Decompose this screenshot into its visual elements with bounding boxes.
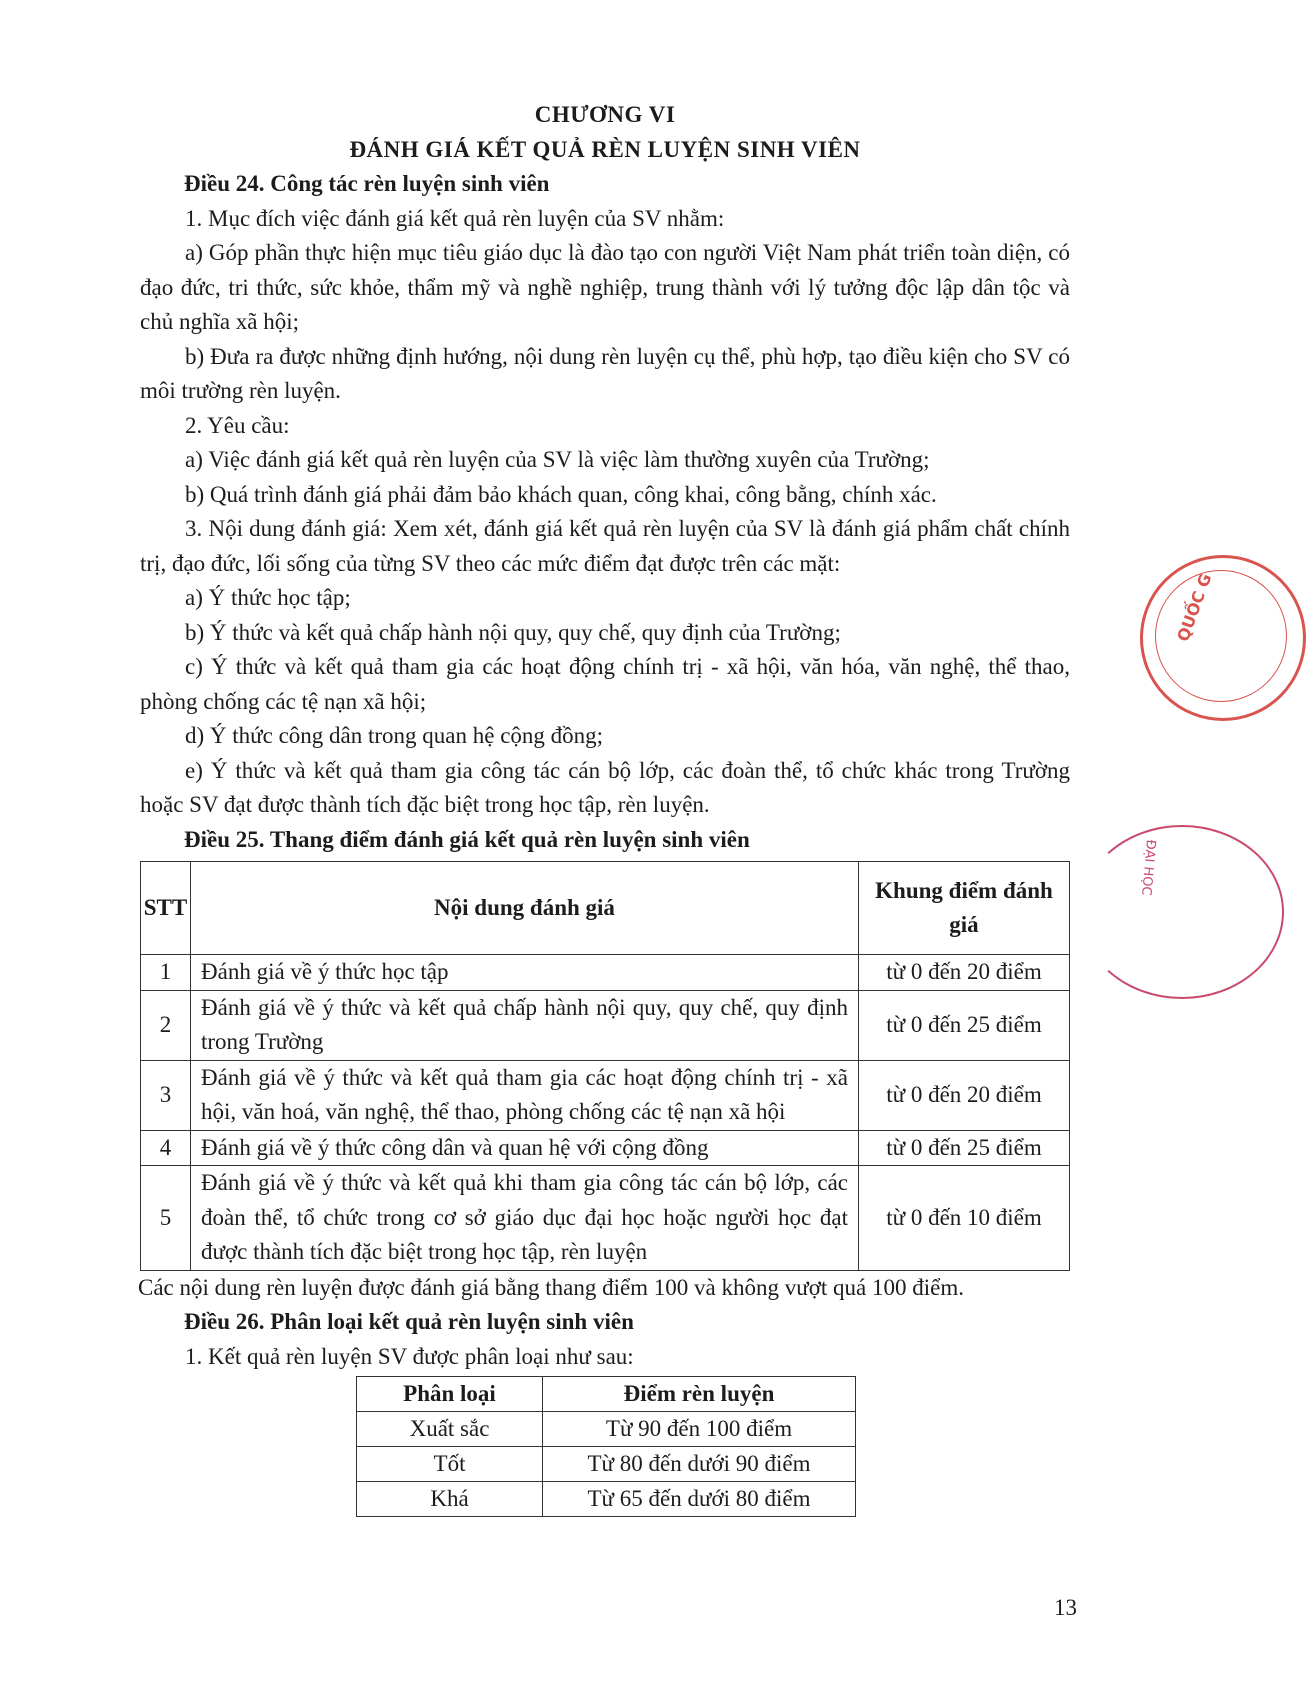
article-26-heading: Điều 26. Phân loại kết quả rèn luyện sinh viên xyxy=(184,1309,634,1334)
signature-seal-text: ĐẠI HỌC xyxy=(1138,838,1158,897)
table-row xyxy=(357,1447,856,1482)
header-score: Khung điểm đánh giá xyxy=(859,862,1070,955)
article-24-item-2b: b) Quá trình đánh giá phải đảm bảo khách quan, công khai, công bằng, chính xác. xyxy=(185,481,937,507)
row-stt: 3 xyxy=(141,1060,191,1130)
row-stt: 5 xyxy=(141,1166,191,1271)
scoring-note: Các nội dung rèn luyện được đánh giá bằng thang điểm 100 và không vượt quá 100 điểm. xyxy=(138,1274,964,1300)
row-points: Từ 90 đến 100 điểm xyxy=(543,1412,856,1447)
article-24-item-3a: a) Ý thức học tập; xyxy=(185,585,351,610)
row-score: từ 0 đến 20 điểm xyxy=(859,1060,1070,1130)
article-24-item-1: 1. Mục đích việc đánh giá kết quả rèn luyện của SV nhằm: xyxy=(185,205,725,231)
table-row xyxy=(357,1482,856,1517)
header-stt: STT xyxy=(141,862,191,955)
row-category: Tốt xyxy=(357,1447,543,1482)
article-24-item-2a: a) Việc đánh giá kết quả rèn luyện của SV là việc làm thường xuyên của Trường; xyxy=(185,447,930,472)
table-row xyxy=(141,955,1070,991)
header-points: Điểm rèn luyện xyxy=(543,1377,856,1412)
row-score: từ 0 đến 20 điểm xyxy=(859,955,1070,991)
article-24-item-3e: e) Ý thức và kết quả tham gia công tác cán bộ lớp, các đoàn thể, tổ chức khác trong Trường hoặc SV đạt được thành tích đặc biệt trong học tập, rèn luyện. xyxy=(140,757,1070,817)
article-24-item-3d: d) Ý thức công dân trong quan hệ cộng đồng; xyxy=(185,723,604,748)
table-row xyxy=(141,990,1070,1060)
classification-table xyxy=(356,1376,856,1517)
row-category: Khá xyxy=(357,1482,543,1517)
table-row xyxy=(141,1060,1070,1130)
seal-text: QUỐC G xyxy=(1173,571,1216,644)
page-content xyxy=(140,98,1070,1517)
article-24-item-1a: a) Góp phần thực hiện mục tiêu giáo dục là đào tạo con người Việt Nam phát triển toàn diện, có đạo đức, tri thức, sức khỏe, thẩm mỹ và nghề nghiệp, trung thành với lý tưởng độc lập dân tộc và chủ nghĩa xã hội; xyxy=(140,240,1070,334)
article-24-item-3c: c) Ý thức và kết quả tham gia các hoạt động chính trị - xã hội, văn hóa, văn nghệ, thể thao, phòng chống các tệ nạn xã hội; xyxy=(140,654,1070,714)
row-score: từ 0 đến 10 điểm xyxy=(859,1166,1070,1271)
row-stt: 2 xyxy=(141,990,191,1060)
red-seal-stamp xyxy=(1140,555,1306,721)
scoring-table-header xyxy=(141,862,1070,955)
chapter-number: CHƯƠNG VI xyxy=(534,102,676,127)
classification-table-header xyxy=(357,1377,856,1412)
scoring-table xyxy=(140,861,1070,1271)
page-number: 13 xyxy=(1054,1595,1077,1620)
row-stt: 4 xyxy=(141,1130,191,1166)
row-content: Đánh giá về ý thức và kết quả chấp hành nội quy, quy chế, quy định trong Trường xyxy=(191,990,859,1060)
row-points: Từ 80 đến dưới 90 điểm xyxy=(543,1447,856,1482)
chapter-title: ĐÁNH GIÁ KẾT QUẢ RÈN LUYỆN SINH VIÊN xyxy=(349,136,861,162)
article-24-item-3b: b) Ý thức và kết quả chấp hành nội quy, quy chế, quy định của Trường; xyxy=(185,619,841,645)
table-row xyxy=(357,1412,856,1447)
article-26-item-1: 1. Kết quả rèn luyện SV được phân loại như sau: xyxy=(185,1343,634,1369)
article-25-heading: Điều 25. Thang điểm đánh giá kết quả rèn luyện sinh viên xyxy=(184,826,750,852)
row-content: Đánh giá về ý thức công dân và quan hệ với cộng đồng xyxy=(191,1130,859,1166)
row-score: từ 0 đến 25 điểm xyxy=(859,1130,1070,1166)
row-category: Xuất sắc xyxy=(357,1412,543,1447)
article-24-item-3: 3. Nội dung đánh giá: Xem xét, đánh giá kết quả rèn luyện của SV là đánh giá phẩm chất chính trị, đạo đức, lối sống của từng SV theo các mức điểm đạt được trên các mặt: xyxy=(140,516,1070,576)
article-24-item-2: 2. Yêu cầu: xyxy=(185,412,290,438)
row-score: từ 0 đến 25 điểm xyxy=(859,990,1070,1060)
table-row xyxy=(141,1130,1070,1166)
header-category: Phân loại xyxy=(357,1377,543,1412)
row-stt: 1 xyxy=(141,955,191,991)
row-content: Đánh giá về ý thức và kết quả khi tham gia công tác cán bộ lớp, các đoàn thể, tổ chức trong cơ sở giáo dục đại học hoặc người học đạt được thành tích đặc biệt trong học tập, rèn luyện xyxy=(191,1166,859,1271)
article-24-item-1b: b) Đưa ra được những định hướng, nội dung rèn luyện cụ thể, phù hợp, tạo điều kiện cho SV có môi trường rèn luyện. xyxy=(140,343,1070,403)
row-points: Từ 65 đến dưới 80 điểm xyxy=(543,1482,856,1517)
row-content: Đánh giá về ý thức và kết quả tham gia các hoạt động chính trị - xã hội, văn hoá, văn nghệ, thể thao, phòng chống các tệ nạn xã hội xyxy=(191,1060,859,1130)
article-24-heading: Điều 24. Công tác rèn luyện sinh viên xyxy=(184,171,550,196)
header-content: Nội dung đánh giá xyxy=(191,862,859,955)
table-row xyxy=(141,1166,1070,1271)
row-content: Đánh giá về ý thức học tập xyxy=(191,955,859,991)
signature-seal-mark xyxy=(1080,825,1284,999)
